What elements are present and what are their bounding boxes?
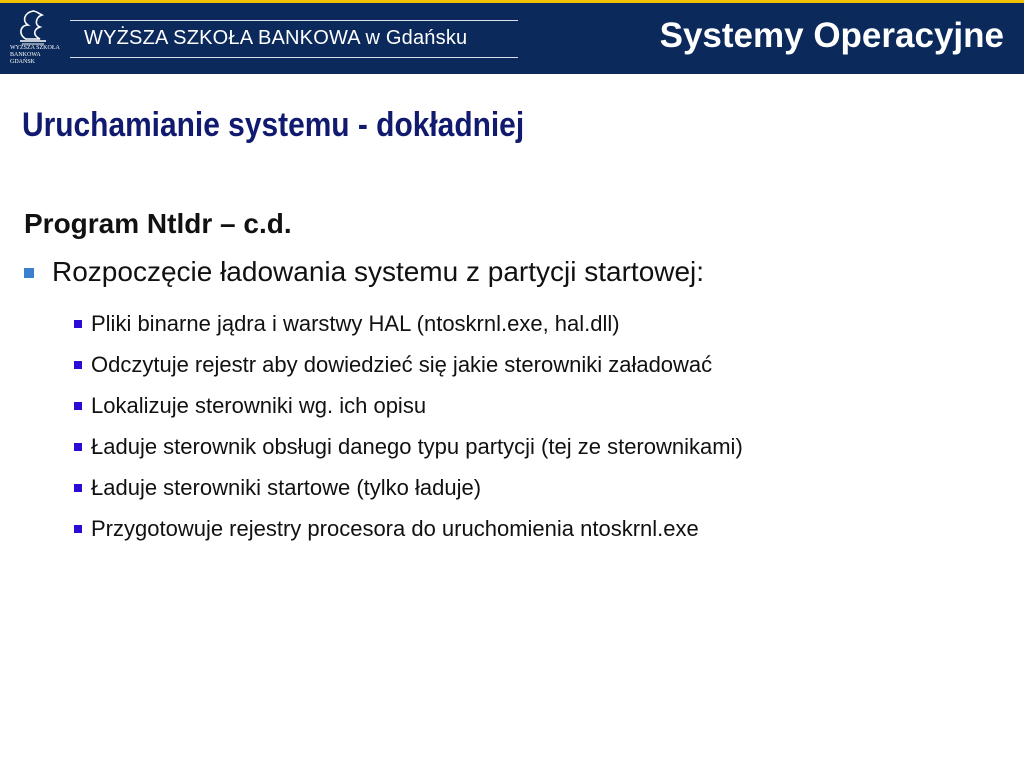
sub-bullet-item bbox=[74, 385, 743, 426]
square-bullet-icon bbox=[24, 268, 34, 278]
square-bullet-icon bbox=[74, 443, 82, 451]
sub-bullet-text: Ładuje sterowniki startowe (tylko ładuje) bbox=[91, 474, 482, 500]
logo-caption: WYŻSZA SZKOŁA BANKOWA GDAŃSK bbox=[10, 45, 60, 65]
square-bullet-icon bbox=[74, 525, 82, 533]
sub-bullet-text: Ładuje sterownik obsługi danego typu partycji (tej ze sterownikami) bbox=[91, 433, 743, 459]
sub-bullet-item bbox=[74, 426, 743, 467]
sub-bullet-text: Lokalizuje sterowniki wg. ich opisu bbox=[91, 392, 427, 418]
sub-bullet-item bbox=[74, 467, 743, 508]
square-bullet-icon bbox=[74, 320, 82, 328]
bullet-text: Rozpoczęcie ładowania systemu z partycji startowej: bbox=[52, 256, 705, 287]
slide-header bbox=[0, 0, 1024, 74]
sub-bullet-item bbox=[74, 508, 743, 549]
section-heading: Program Ntldr – c.d. bbox=[24, 208, 292, 239]
square-bullet-icon bbox=[74, 402, 82, 410]
sub-bullet-text: Odczytuje rejestr aby dowiedzieć się jakie sterowniki załadować bbox=[91, 351, 713, 377]
sub-bullet-list bbox=[74, 303, 743, 549]
square-bullet-icon bbox=[74, 484, 82, 492]
bullet-level1-item bbox=[24, 256, 704, 288]
school-name: WYŻSZA SZKOŁA BANKOWA w Gdańsku bbox=[84, 27, 468, 49]
slide-title: Uruchamianie systemu - dokładniej bbox=[22, 106, 525, 144]
course-title: Systemy Operacyjne bbox=[659, 16, 1004, 55]
sub-bullet-item bbox=[74, 344, 743, 385]
sub-bullet-text: Przygotowuje rejestry procesora do uruchomienia ntoskrnl.exe bbox=[91, 515, 699, 541]
sub-bullet-text: Pliki binarne jądra i warstwy HAL (ntoskrnl.exe, hal.dll) bbox=[91, 310, 620, 336]
square-bullet-icon bbox=[74, 361, 82, 369]
sub-bullet-item bbox=[74, 303, 743, 344]
